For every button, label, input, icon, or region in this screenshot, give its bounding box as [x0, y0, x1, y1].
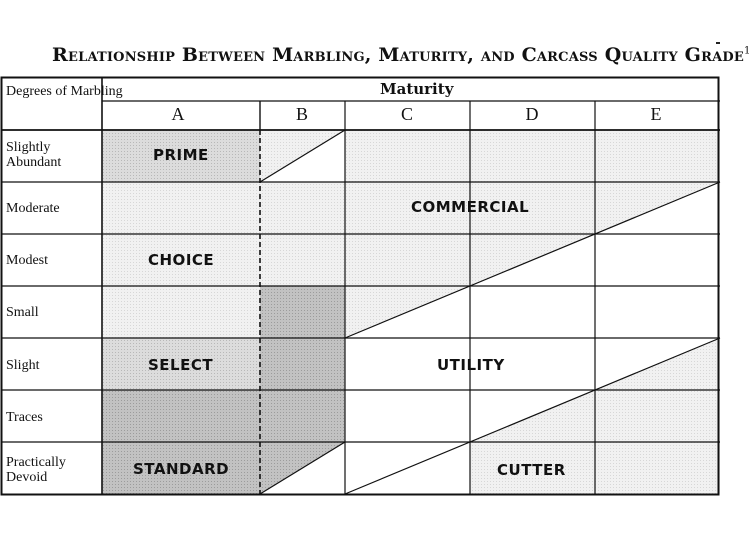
column-a-label: A: [171, 104, 185, 124]
diagram-title: Relationship Between Marbling, Maturity, and Carcass Quality Grade$^1$: [52, 44, 751, 66]
grade-select: SELECT: [148, 356, 214, 374]
row-label-slightly-abundant: Slightly Abundant: [6, 140, 62, 170]
row-label-small: Small: [6, 305, 39, 320]
grade-choice: CHOICE: [148, 251, 215, 269]
grade-commercial: COMMERCIAL: [411, 198, 530, 216]
row-label-traces: Traces: [6, 410, 43, 425]
row-label-practically-devoid: Practically Devoid: [6, 455, 66, 485]
choice-b-small-cell: [260, 286, 345, 338]
row-header-label: Degrees of Marbling: [6, 84, 123, 99]
grade-prime: PRIME: [153, 146, 209, 164]
grade-cutter: CUTTER: [497, 461, 566, 479]
column-d-label: D: [525, 104, 539, 124]
column-b-label: B: [295, 104, 308, 124]
column-c-label: C: [400, 104, 413, 124]
maturity-header: Maturity: [380, 80, 454, 98]
row-label-slight: Slight: [6, 358, 40, 373]
title-footnote-marker: 1: [743, 45, 751, 57]
grade-standard: STANDARD: [133, 460, 230, 478]
column-e-label: E: [650, 104, 662, 124]
grade-utility: UTILITY: [437, 356, 505, 374]
prime-region: [102, 130, 345, 182]
row-label-moderate: Moderate: [6, 201, 60, 216]
select-b-slight-cell: [260, 338, 345, 390]
row-label-modest: Modest: [6, 253, 48, 268]
